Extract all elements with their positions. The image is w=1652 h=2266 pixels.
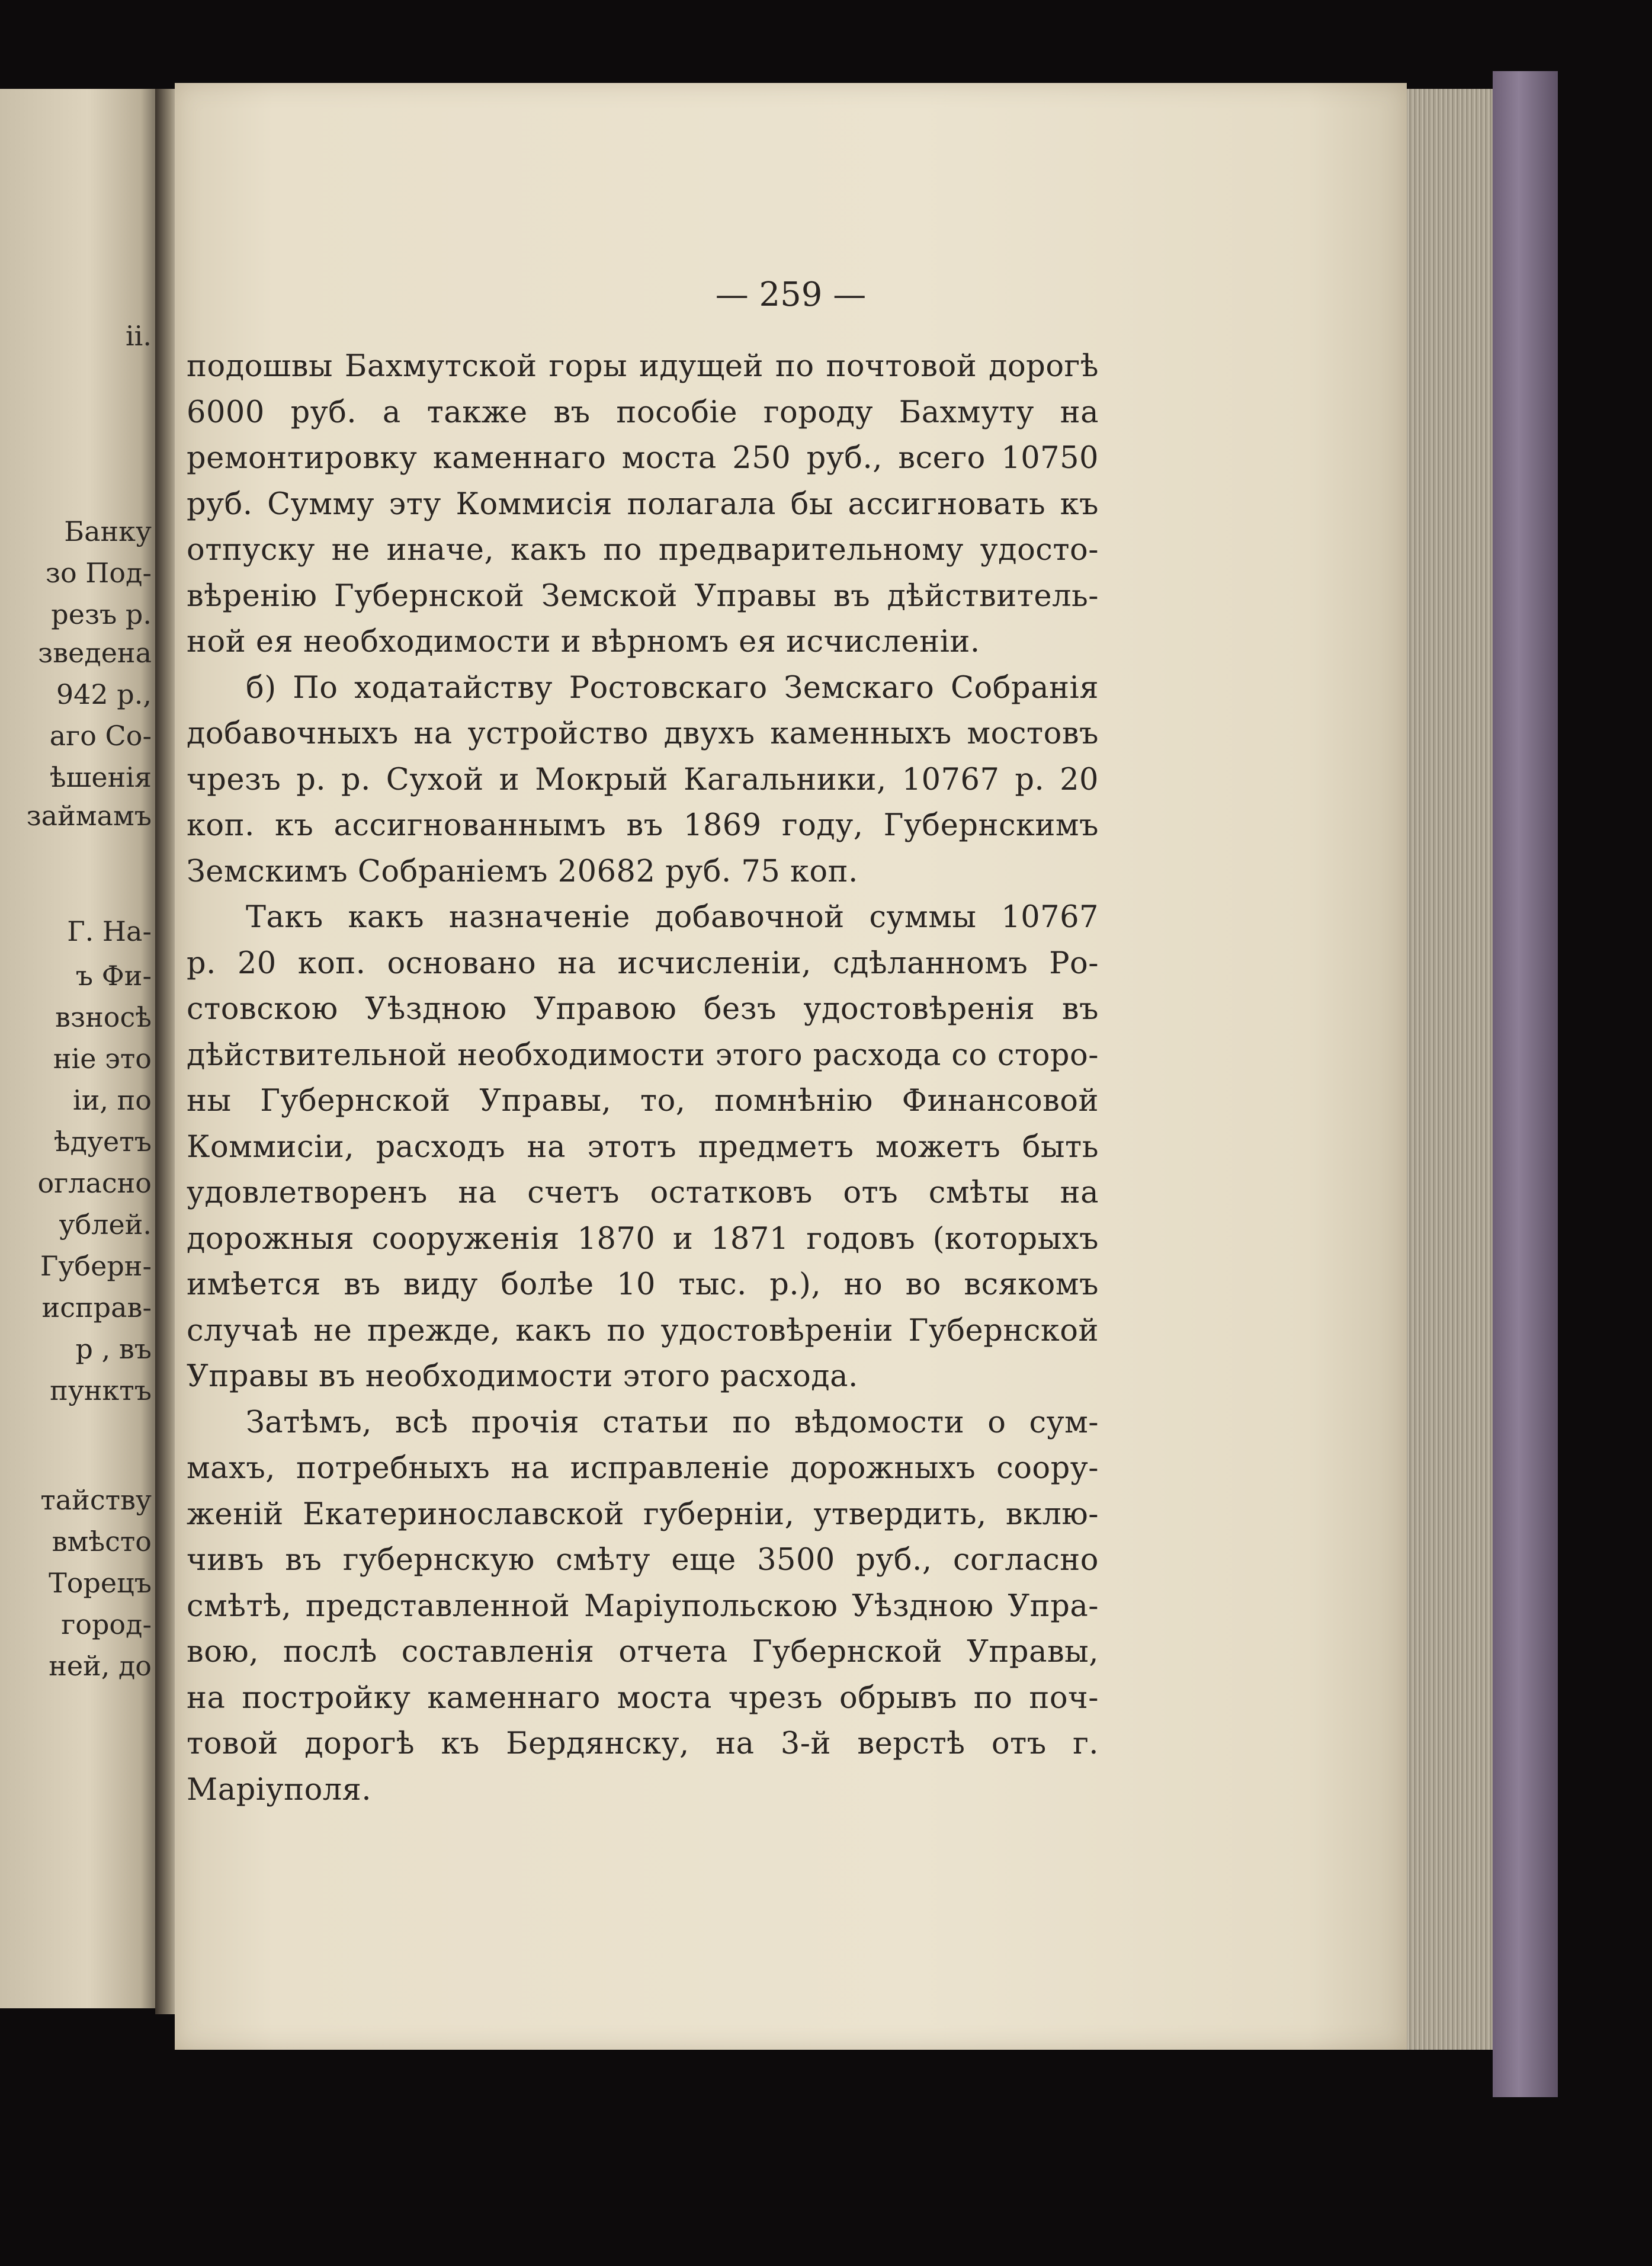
text-line: удовлетворенъ на счетъ остатковъ отъ смѣты на — [187, 1175, 1099, 1210]
text-line: ремонтировку каменнаго моста 250 руб., всего 10750 — [187, 441, 1099, 476]
text-line: чрезъ р. р. Сухой и Мокрый Кагальники, 10767 р. 20 — [187, 762, 1099, 797]
text-line: Такъ какъ назначеніе добавочной суммы 10767 — [246, 900, 1099, 935]
page-edges — [1407, 89, 1496, 2050]
left-page-fragment: резъ р. — [51, 598, 152, 630]
text-line: смѣтѣ, представленной Маріупольскою Уѣздною Упра- — [187, 1588, 1099, 1624]
text-line: отпуску не иначе, какъ по предварительному удосто- — [187, 533, 1099, 568]
left-page-fragment: ъ Фи- — [75, 960, 152, 992]
text-line: коп. къ ассигнованнымъ въ 1869 году, Губернскимъ — [187, 808, 1099, 843]
text-line: Маріуполя. — [187, 1772, 372, 1807]
left-page-fragment: 942 р., — [56, 678, 152, 710]
left-page-fragment: ii. — [125, 320, 152, 352]
text-line: женій Екатеринославской губерніи, утвердить, вклю- — [187, 1496, 1099, 1532]
text-line: товой дорогѣ къ Бердянску, на 3-й верстѣ отъ г. — [187, 1726, 1099, 1761]
left-page-fragment: зведена — [38, 637, 152, 669]
text-block — [187, 344, 1099, 1813]
text-line: Затѣмъ, всѣ прочія статьи по вѣдомости о сум- — [246, 1405, 1099, 1440]
text-line: махъ, потребныхъ на исправленіе дорожныхъ соору- — [187, 1451, 1099, 1486]
left-page-fragment: зо Под- — [45, 557, 152, 589]
text-line: вѣренію Губернской Земской Управы въ дѣйствитель- — [187, 578, 1099, 614]
text-line: на постройку каменнаго моста чрезъ обрывъ по поч- — [187, 1680, 1099, 1716]
left-page-fragment: Банку — [64, 515, 152, 547]
text-line: ной ея необходимости и вѣрномъ ея исчисленіи. — [187, 624, 980, 659]
left-page-fragment: ѣдуетъ — [53, 1126, 152, 1158]
text-line: чивъ въ губернскую смѣту еще 3500 руб., согласно — [187, 1543, 1099, 1578]
text-line: подошвы Бахмутской горы идущей по почтовой дорогѣ — [187, 349, 1099, 384]
left-page-fragment: іи, по — [73, 1084, 152, 1116]
left-page-fragment: р , въ — [75, 1333, 152, 1365]
text-line: Коммисіи, расходъ на этотъ предметъ можетъ быть — [187, 1129, 1099, 1165]
text-line: Земскимъ Собраніемъ 20682 руб. 75 коп. — [187, 854, 858, 889]
book-cover — [1493, 71, 1558, 2097]
left-page-fragment: пунктъ — [50, 1374, 152, 1406]
left-page-fragment: исправ- — [41, 1291, 152, 1323]
left-page-fragment: ѣшенія — [49, 761, 152, 793]
text-line: случаѣ не прежде, какъ по удостовѣреніи Губернской — [187, 1313, 1099, 1348]
left-page-fragment: Торецъ — [49, 1567, 152, 1599]
text-line: стовскою Уѣздною Управою безъ удостовѣренія въ — [187, 992, 1099, 1027]
text-line: вою, послѣ составленія отчета Губернской Управы, — [187, 1634, 1099, 1669]
left-page-fragment: ней, до — [49, 1650, 152, 1682]
text-line: дорожныя сооруженія 1870 и 1871 годовъ (которыхъ — [187, 1221, 1099, 1257]
text-line: Управы въ необходимости этого расхода. — [187, 1359, 858, 1394]
text-line: имѣется въ виду болѣе 10 тыс. р.), но во всякомъ — [187, 1267, 1099, 1302]
text-line: р. 20 коп. основано на исчисленіи, сдѣланномъ Ро- — [187, 945, 1099, 981]
left-page-fragment: город- — [61, 1608, 152, 1640]
text-line: дѣйствительной необходимости этого расхода со сторо- — [187, 1037, 1099, 1073]
left-page-fragment: взносѣ — [55, 1001, 152, 1033]
left-page — [0, 89, 160, 2008]
left-page-fragment: тайству — [40, 1484, 152, 1516]
text-line: б) По ходатайству Ростовскаго Земскаго Собранія — [246, 670, 1099, 706]
left-page-fragment: вмѣсто — [52, 1525, 152, 1557]
text-line: добавочныхъ на устройство двухъ каменныхъ мостовъ — [187, 716, 1099, 751]
left-page-fragment: займамъ — [26, 800, 152, 832]
text-line: 6000 руб. а также въ пособіе городу Бахмуту на — [187, 395, 1099, 430]
left-page-fragment: ніе это — [53, 1043, 152, 1075]
left-page-fragment: огласно — [37, 1167, 152, 1199]
left-page-fragment: ублей. — [59, 1209, 152, 1241]
left-page-fragment: Губерн- — [40, 1250, 152, 1282]
text-line: руб. Сумму эту Коммисія полагала бы ассигновать къ — [187, 486, 1099, 522]
left-page-fragment: аго Со- — [49, 720, 152, 752]
page-number: — 259 — — [715, 275, 867, 314]
text-line: ны Губернской Управы, то, помнѣнію Финансовой — [187, 1084, 1099, 1118]
left-page-fragment: Г. На- — [67, 915, 152, 947]
